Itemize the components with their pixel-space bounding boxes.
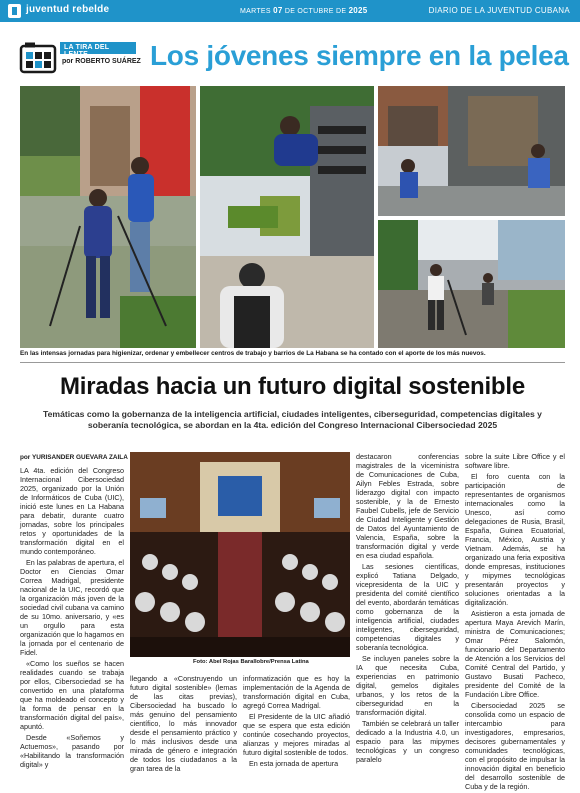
article-deck: Temáticas como la gobernanza de la inteligencia artificial, ciudades inteligentes, ciberseguridad, competencias digitales y soberanía tecnológica, se abordan en la 4ta. edición del Congreso Internacional Cibersociedad 2025 xyxy=(43,409,542,430)
photo-credit: Foto: Abel Rojas Barallobre/Prensa Latina xyxy=(193,659,309,665)
masthead-bar xyxy=(0,0,580,22)
paragraph: El Presidente de la UIC añadió que se espera que esta edición continúe cosechando proyectos, alianzas y mejores miradas al futuro digital sostenible de todos. xyxy=(243,712,350,757)
photo-caption: En las intensas jornadas para higienizar, ordenar y embellecer centros de trabajo y barrios de La Habana se ha contado con el aporte de los más nuevos. xyxy=(20,350,486,357)
date-day: 07 xyxy=(273,6,283,15)
paragraph: En las palabras de apertura, el Doctor en Ciencias Omar Correa Madrigal, presidente nacional de la UIC, recordó que la organización más joven de la sociedad civil cubana va camino de su 10mo. aniversario, y «es un orgullo para esta organización que lo hagamos en la jornada por el centenario de Fidel. xyxy=(20,558,124,657)
paragraph: destacaron conferencias magistrales de la viceministra de Comunicaciones de Cuba, Ailyn Febles Estrada, sobre liderazgo digital con impacto sostenible, y la de Ernesto Faubel Cubells, jefe de Servicio de Ciudad Inteligente y Gestión de Datos del Ayuntamiento de Valencia, España, sobre la transformación digital y verde en esa ciudad española. xyxy=(356,452,459,560)
paragraph: El foro cuenta con la participación de representantes de organismos internacionales como la Unesco, así como delegaciones de Rusia, Brasil, España, Guinea Ecuatorial, Francia, México, Austria y Vietnam. Además, se ha organizado una feria expositiva donde empresas, instituciones y mipymes tecnológicas presentarán proyectos y soluciones orientadas a la digitalización. xyxy=(465,472,565,607)
article-column-1 xyxy=(20,466,124,771)
photo-truck-loading xyxy=(378,86,565,216)
paragraph: Cibersociedad 2025 se consolida como un espacio de intercambio para investigadores, empresarios, decisores gubernamentales y comunidades tecnológicas, con el propósito de impulsar la innovación digital en beneficio del desarrollo sostenible de Cuba y de la región. xyxy=(465,701,565,791)
paragraph: En esta jornada de apertura xyxy=(249,759,339,768)
section-author: por ROBERTO SUÁREZ xyxy=(62,58,141,65)
paragraph: sobre la suite Libre Office y el software libre. xyxy=(465,452,565,470)
jr-logo-icon xyxy=(8,4,21,18)
paragraph: informatización que es hoy la implementación de la Agenda de transformación digital en Cuba, agregó Correa Madrigal. xyxy=(243,674,350,710)
photo-street-sweepers xyxy=(20,86,196,348)
article-byline: por YURISANDER GUEVARA ZAILA xyxy=(20,454,128,461)
photo-gardening-volunteers xyxy=(200,86,374,348)
camera-lens-icon xyxy=(20,42,56,76)
paragraph: Las sesiones científicas, explicó Tatiana Delgado, vicepresidenta de la UIC y presidenta del comité científico del evento, abordarán temáticas como gobernanza de la inteligencia artificial, ciudades inteligentes, ciberseguridad, competencias digitales y soberanía tecnológica. xyxy=(356,562,459,652)
article-column-2 xyxy=(130,674,237,775)
paragraph: También se celebrará un taller dedicado a la Industria 4.0, un espacio para las mipymes tecnológicas y un congreso paralelo xyxy=(356,719,459,764)
date-prefix: MARTES xyxy=(240,8,271,15)
section-title: Los jóvenes siempre en la pelea xyxy=(150,40,569,71)
paragraph: «Como los sueños se hacen realidades cuando se trabaja por ellos, Cibersociedad se ha convertido en una plataforma que ha moldeado el concepto y la forma de pensar en la transformación digital del país», apuntó. xyxy=(20,659,124,731)
paper-tagline: DIARIO DE LA JUVENTUD CUBANA xyxy=(428,6,570,15)
section-tag: LA TIRA DEL LENTE xyxy=(60,42,136,54)
photo-park-sweeping xyxy=(378,220,565,348)
brand-name: juventud rebelde xyxy=(26,4,110,15)
photo-congress-hall xyxy=(130,452,350,657)
paragraph: Asistieron a esta jornada de apertura Maya Arevich Marín, ministra de Comunicaciones; Omar Pérez Salomón, funcionario del Departamento de Atención a los Servicios del Comité Central del Partido, y Gustavo Busati Pacheco, presidente del Comité de la Fundación Libre Office. xyxy=(465,609,565,699)
article-column-3 xyxy=(243,674,350,770)
date-year: 2025 xyxy=(348,6,368,15)
section-divider xyxy=(20,362,565,363)
article-column-5 xyxy=(465,452,565,793)
date-mid: DE OCTUBRE DE xyxy=(284,8,347,15)
article-headline: Miradas hacia un futuro digital sostenible xyxy=(59,373,525,400)
paragraph: Se incluyen paneles sobre la IA que necesita Cuba, experiencias en patrimonio digital, gemelos digitales urbanos, y los retos de la ciberseguridad en la transformación digital. xyxy=(356,654,459,717)
issue-date xyxy=(240,6,368,15)
paragraph: LA 4ta. edición del Congreso Internacional Cibersociedad 2025, organizado por la Unión de Informáticos de Cuba (UIC), inició este lunes en La Habana para debatir, durante cuatro jornadas, sobre los principales retos y oportunidades de la transformación digital en el mundo contemporáneo. xyxy=(20,466,124,556)
article-column-4 xyxy=(356,452,459,766)
paragraph: llegando a «Construyendo un futuro digital sostenible» (lemas de las citas previas), Cibersociedad ha buscado lo más genuino del pensamiento científico, lo más innovador desde el pensamiento práctico y lo más inclusivos desde una mirada de género e integración de todos los ciudadanos a la gran tarea de la xyxy=(130,674,237,773)
paragraph: Desde «Soñemos y Actuemos», pasando por «Habilitando la transformación digital» y xyxy=(20,733,124,769)
